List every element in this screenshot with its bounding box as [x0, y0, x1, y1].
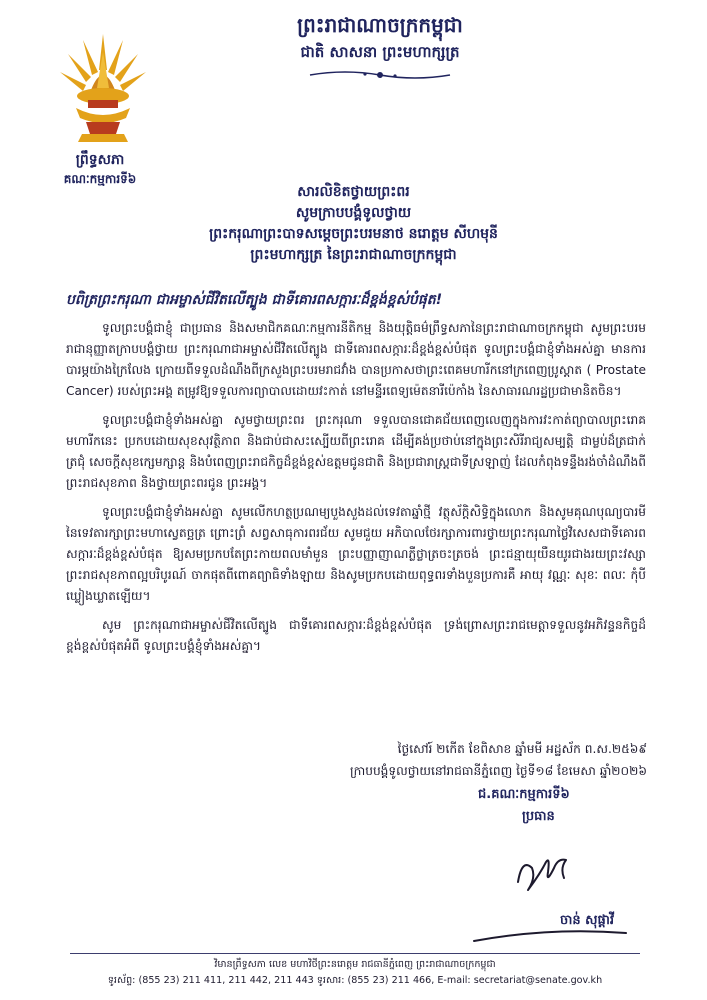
signer-name: ចាន់ សុផ្តាវី: [560, 913, 615, 928]
national-motto: ជាតិ សាសនា ព្រះមហាក្សត្រ: [300, 43, 460, 61]
committee-name: គណៈកម្មការទី៦: [63, 172, 137, 186]
solar-date: ក្រាបបង្គំទូលថ្វាយនៅរាជធានីភ្នំពេញ ថ្ងៃទី១៨ ខែមេសា ឆ្នាំ២០២៦: [349, 764, 647, 778]
lunar-date: ថ្ងៃសៅរ៍ ២កើត ខែពិសាខ ឆ្នាំមមី អដ្ឋស័ក ព.ស.២៥៦៩: [397, 742, 647, 756]
footer-address: វិមានព្រឹទ្ធសភា លេខ មហាវិថីព្រះនរោត្តម រាជធានីភ្នំពេញ ព្រះរាជាណាចក្រកម្ពុជា: [214, 959, 496, 970]
header-ornament-icon: [305, 68, 455, 82]
paragraph-3: ទូលព្រះបង្គំជាខ្ញុំទាំងអស់គ្នា សូមលើកហត្ថប្រណម្យបួងសួងដល់ទេវតាឆ្នាំថ្មី វត្ថុស័ក្តិសិទ្ធិក្នុងលោក និងសូមគុណបុណ្យបារមីនៃទេវតារក្សាព្រះមហាស្វេតច្ឆត្រ ព្រោះព្រំ សព្វសាធុការពរជ័យ សូមជួយ អភិបាលថែរក្សាការពារថ្វាយព្រះករុណាថ្លៃវិសេសជាទីគោរពសក្ការៈដ៏ខ្ពង់ខ្ពស់បំផុត ឱ្យសមប្រកបតែព្រះកាយពលមាំមួន ព្រះបញ្ញាញាណភ្លឺថ្លាត្រចះត្រចង់ ព្រះជន្មាយុយឺនយូរជាងរយព្រះវស្សា ព្រះរាជសុខភាពល្អបរិបូរណ៍ ចាកផុតពីពោគព្យាធិទាំងឡាយ និងសូមប្រកបដោយពុទ្ធពរទាំងបួនប្រការគឺ អាយុ វណ្ណៈ សុខៈ ពលៈ កុំបីឃ្លៀងឃ្លាតឡើយ។: [66, 505, 646, 603]
letter-title: [100, 182, 607, 266]
institution-name: ព្រឹទ្ធសភា: [75, 152, 125, 168]
paragraph-4: សូម ព្រះករុណាជាអម្ចាស់ជីវិតលើត្បូង ជាទីគោរពសក្ការៈដ៏ខ្ពង់ខ្ពស់បំផុត ទ្រង់ព្រោសព្រះរាជមេត្តាទទួលនូវអភិវន្ទនកិច្ចដ៏ខ្ពង់ខ្ពស់បំផុតអំពី ទូលព្រះបង្គំខ្ញុំទាំងអស់គ្នា។: [66, 618, 646, 653]
signer-organization: ជ.គណៈកម្មការទី៦: [478, 787, 570, 802]
date-block: [350, 738, 647, 782]
footer: [40, 957, 670, 989]
salutation: បពិត្រព្រះករុណា ជាអម្ចាស់ជីវិតលើត្បូង ជាទីគោរពសក្ការៈដ៏ខ្ពង់ខ្ពស់បំផុត!: [66, 292, 443, 308]
title-line-2: សូមក្រាបបង្គំទូលថ្វាយ: [295, 205, 412, 221]
kingdom-name: ព្រះរាជាណាចក្រកម្ពុជា: [297, 13, 463, 37]
title-line-1: សារលិខិតថ្វាយព្រះពរ: [297, 184, 410, 200]
signer-role: ប្រធាន: [522, 809, 555, 824]
handwritten-signature-icon: [510, 838, 580, 908]
title-line-4: ព្រះមហាក្សត្រ នៃព្រះរាជាណាចក្រកម្ពុជា: [250, 247, 457, 263]
paragraph-1: ទូលព្រះបង្គំជាខ្ញុំ ជាប្រធាន និងសមាជិកគណៈកម្មការនីតិកម្ម និងយុត្តិធម៌ព្រឹទ្ធសភានៃព្រះរាជាណាចក្រកម្ពុជា សូមព្រះបរមរាជានុញ្ញាតក្រាបបង្គំថ្វាយ ព្រះករុណាជាអម្ចាស់ជីវិតលើត្បូង ជាទីគោរពសក្ការៈដ៏ខ្ពង់ខ្ពស់បំផុត ទូលព្រះបង្គំជាខ្ញុំទាំងអស់គ្នា មានការបារម្ភយ៉ាងក្រៃលែង ក្រោយពីទទួលដំណឹងពីក្រសួងព្រះបរមរាជវាំង បានប្រកាសថាព្រះពេគមហារីកនៅក្រពេញប្រូស្តាត ( Prostate Cancer) របស់ព្រះអង្គ តម្រូវឱ្យទទួលការព្យាបាលដោយវះកាត់ នៅមន្ទីរពេទ្យម៉េតនារីប៉េកាំង នៃសាធារណរដ្ឋប្រជាមានិតចិន។: [66, 321, 646, 398]
title-line-3: ព្រះករុណាព្រះបាទសម្តេចព្រះបរមនាថ នរោត្តម សីហមុនី: [209, 226, 498, 242]
letter-body: [66, 318, 646, 665]
senate-emblem-icon: [58, 30, 148, 150]
footer-divider: [70, 953, 640, 954]
footer-contact: ទូរស័ព្ទ: (855 23) 211 411, 211 442, 211 443 ទូរសារ: (855 23) 211 466, E-mail: secretariat@senate.gov.kh: [107, 975, 603, 986]
paragraph-2: ទូលព្រះបង្គំជាខ្ញុំទាំងអស់គ្នា សូមថ្វាយព្រះពរ ព្រះករុណា ទទួលបានជោគជ័យពេញលេញក្នុងការវះកាត់ព្យាបាលព្រះរោគមហារីកនេះ ប្រកបដោយសុខសុវត្ថិភាព និងជាប់ជាសះស្បើយពីព្រះរោគ ដើម្បីគង់ប្រថាប់នៅក្នុងព្រះសិរីរាជ្យសម្បត្តិ ជាម្លប់ដ៏ត្រជាក់ត្រជុំ សេចក្តីសុខក្សេមក្សាន្ត និងបំពេញព្រះរាជកិច្ចដ៏ខ្ពង់ខ្ពស់ឧត្តមជូនជាតិ និងប្រជារាស្ត្រជាទីស្រឡាញ់ ដែលកំពុងទន្ទឹងរង់ចាំដំណឹងពីព្រះរាជសុខភាព និងថ្វាយព្រះពរជូន ព្រះអង្គ។: [66, 413, 646, 490]
kingdom-header: [250, 10, 510, 86]
